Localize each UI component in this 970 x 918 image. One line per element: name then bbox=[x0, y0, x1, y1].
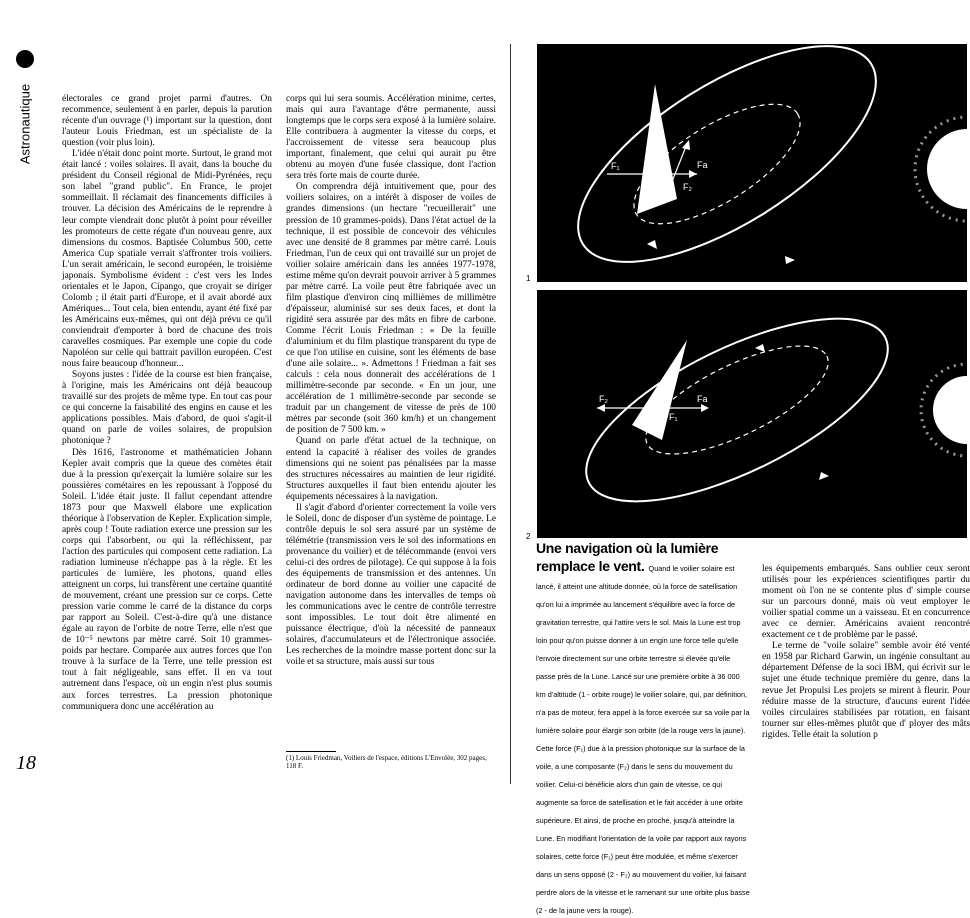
orbit-diagram-1 bbox=[537, 44, 967, 282]
force-label: F₁ bbox=[611, 161, 620, 171]
paragraph: corps qui lui sera soumis. Accélération minime, certes, mais qui aura l'avantage d'être permanente, aussi longtemps que le corps sera exposé à la lumière solaire. Elle contribuera à augmenter la vitesse du corps, et l'accroissement de vitesse sera beaucoup plus important, finalement, que celui qui aurait pu être obtenu au moyen d'une fusée classique, dont l'action sera très forte mais de courte durée. bbox=[286, 94, 496, 182]
force-label: F₂ bbox=[599, 394, 608, 404]
force-label: Fa bbox=[697, 394, 708, 404]
caption-body: Quand le voilier solaire est lancé, il atteint une altitude donnée, où la force de satellisation qu'on lui a imprimée au lancement s'équilibre avec la force de gravitation terrestre, qui l'attire vers le sol. Mais la Lune est trop loin pour qu'on puisse donner à un engin une force telle qu'elle l'envoie directement sur une orbite terrestre si élevée qu'elle passe près de la Lune. Lancé sur une première orbite à 36 000 km d'altitude (1 - orbite rouge) le voilier solaire, qui, par définition, n'a pas de moteur, fera appel à la force exercée sur sa voile par la lumière solaire pour élargir son orbite (de la rouge vers la jaune). Cette force (F₁) due à la pression photonique sur la surface de la voile, a une composante (F₂) dans le sens du mouvement du voilier. Celui-ci bénéficie alors d'un gain de vitesse, ce qui augmente sa force de satellisation et le fait accéder à une orbite supérieure. Et ainsi, de proche en proche, jusqu'à atteindre la Lune. En modifiant l'orientation de la voile par rapport aux rayons solaires, cette force (F₁) peut être modulée, et même s'exercer dans un sens opposé (2 - F₂) au mouvement du voilier, lui faisant perdre alors de la vitesse et le ramenant sur une orbite plus basse (2 - de la jaune vers la rouge). bbox=[536, 564, 750, 915]
paragraph: L'idée n'était donc point morte. Surtout, le grand mot était lancé : voiles solaires. Il avait, dans la bouche du président du Conseil régional de Midi-Pyrénées, reçu son label "grand public". En France, le projet sommeillait. Il réclamait des financements difficiles à trouver. La décision des Américains de le reprendre à leur compte viendrait donc plutôt à point pour réveiller les promoteurs de cette régate d'un nouveau genre, aux dimensions du cosmos. Baptisée Columbus 500, cette America Cup spatiale verrait s'affronter trois voiliers. L'un serait américain, le second européen, le troisième japonais. Symbolisme évident : c'est vers les Indes orientales et le Japon, Cipango, que croyait se diriger Colomb ; il était parti d'Europe, et il avait abordé aux Amériques... Tout cela, bien entendu, ayant été fixé par les Américains eux-mêmes, qui ont déjà prévu ce qu'il conviendrait d'emporter à bord de chacune des trois caravelles cosmiques. Par exemple une copie du code Napoléon sur celle qui battrait pavillon européen. C'est nous faire beaucoup d'honneur... bbox=[62, 149, 272, 370]
force-label: F₁ bbox=[669, 412, 678, 422]
paragraph: les équipements embarqués. Sans oublier ceux seront utilisés pour les expériences scientifiques partir du moment où l'on ne se contente plus d' simple course sur un parcours donné, mais où veut employer le voilier spatial comme un a vaisseau. Et en concurrence avec ce dernier. Américains avaient rencontré exactement ce t de problème par le passé. bbox=[762, 564, 970, 641]
paragraph: Le terme de "voile solaire" semble avoir été venté en 1958 par Richard Garwin, un ingénie consultant au département Défense de la soci IBM, qui écrivit sur le sujet une étude technique première du genre, dans la revue Jet Propulsi Les projets se mirent à fleurir. Pour réduire masse de la structure, d'aucuns eurent l'idée voiles circulaires stabilisées par rotation, en faisant tourner sur elles-mêmes plutôt que d' ployer des mâts rigides. Telle était la solution p bbox=[762, 641, 970, 740]
page-gutter bbox=[510, 44, 511, 784]
footnote: (1) Louis Friedman, Voiliers de l'espace, éditions L'Envolée, 302 pages, 118 F. bbox=[286, 754, 487, 770]
figure-2 bbox=[537, 290, 967, 538]
section-label: Astronautique bbox=[17, 83, 33, 165]
orbit-diagram-2 bbox=[537, 290, 967, 538]
paragraph: Il s'agit d'abord d'orienter correctement la voile vers le Soleil, donc de disposer d'un système de pointage. Le contrôle depuis le sol sera assuré par un système de télémétrie (transmission vers le sol des informations en provenance du voilier) et de télécommande (envoi vers celui-ci des ordres de pilotage). Ce qui suppose à la fois des équipements de transmission et des antennes. Un ordinateur de bord donne au voilier une capacité de navigation autonome dans les intervalles de temps où les communications avec le centre de contrôle terrestre sont impossibles. Le tout doit être alimenté en puissance électrique, d'où la nécessité de panneaux solaires, d'accumulateurs et de l'électronique associée. Les recherches de la moindre masse portent donc sur la voile et sa structure, mais aussi sur tous bbox=[286, 502, 496, 668]
bullet-icon bbox=[16, 50, 34, 68]
figure-number: 2 bbox=[526, 532, 531, 541]
paragraph: Quand on parle d'état actuel de la technique, on entend la capacité à réaliser des voiles de grandes dimensions qui ne soient pas pénalisées par la masse des structures nécessaires au maintien de leur rigidité. Structures auxquelles il faut bien entendu ajouter les équipements nécessaires à la navigation. bbox=[286, 436, 496, 502]
force-label: Fa bbox=[697, 160, 708, 170]
force-label: F₂ bbox=[683, 182, 692, 192]
article-column-3 bbox=[762, 564, 970, 780]
figure-1 bbox=[537, 44, 967, 282]
caption-title: Une navigation où la lumière remplace le vent. bbox=[536, 540, 719, 574]
paragraph: électorales ce grand projet parmi d'autres. On recommence, seulement à en parler, depuis la parution récente d'un ouvrage (¹) important sur la question, dont l'auteur Louis Friedman, est un spécialiste de la question (voir plus loin). bbox=[62, 94, 272, 149]
article-column-2 bbox=[286, 94, 496, 750]
paragraph: On comprendra déjà intuitivement que, pour des voiliers solaires, on a intérêt à disposer de voiles de grandes dimensions (un hectare "recueillerait" une pression de 10 grammes-poids). Dans l'état actuel de la technique, il est possible de concevoir des véhicules avec une densité de 8 grammes par mètre carré. Louis Friedman, l'un de ceux qui ont travaillé sur un projet de voilier solaire américain dans les années 1977-1978, estime même qu'on devrait pouvoir arriver à 5 grammes par mètre carré. La voile peut être fabriquée avec un film plastique d'environ cinq millièmes de millimètre d'épaisseur, aluminisé sur ses deux faces, et dont la rigidité sera assurée par des mâts en fibre de carbone. Comme l'écrit Louis Friedman : « De la feuille d'aluminium et du film plastique transparent du type de ce que l'on utilise en cuisine, sont les éléments de base d'une aile solaire... ». Admettons ! Friedman a fait ses calculs : cela nous donnerait des accélérations de 1 millimètre-seconde par seconde. « En un jour, une accélération de 1 millimètre-seconde par seconde se traduit par un changement de vitesse de près de 100 mètres par seconde (soit 360 km/h) et un changement de position de 7 500 km. » bbox=[286, 182, 496, 436]
figure-number: 1 bbox=[526, 274, 531, 283]
article-column-1 bbox=[62, 94, 272, 766]
footnote-rule bbox=[286, 751, 336, 752]
paragraph: Soyons justes : l'idée de la course est bien française, à l'origine, mais les Américains ont déjà beaucoup travaillé sur des projets de même type. En tout cas pour ce qui concerne la faisabilité des engins en cause et les applications possibles. Mais d'abord, de quoi s'agit-il quand on parle de voiles solaires, de propulsion photonique ? bbox=[62, 370, 272, 447]
paragraph: Dès 1616, l'astronome et mathématicien Johann Kepler avait compris que la queue des comètes était due à la pression qu'exerçait la lumière solaire sur les poussières cométaires en les repoussant à l'opposé du Soleil. L'idée était juste. Il fallut cependant attendre 1873 pour que Maxwell élabore une explication théorique à l'observation de Kepler. Explication simple, après coup ! Toute radiation exerce une pression sur les corps qui l'absorbent, ou qui la réfléchissent, par l'action des particules qui composent cette radiation. La radiation lumineuse n'échappe pas à la règle. Et les particules de lumière, les photons, quand elles atteignent un corps, lui transfèrent une certaine quantité de mouvement, créant une pression sur ce corps. Cette pression varie comme le carré de la distance du corps par rapport au Soleil. C'est-à-dire qu'à une distance égale au rayon de l'orbite de notre Terre, elle n'est que de 10⁻⁵ newtons par mètre carré. Soit 10 grammes-poids par hectare. Comparée aux autres forces que l'on trouve à la surface de la Terre, une telle pression est tout à fait négligeable, sans effet. Il en va tout autrement dans l'espace, où un engin n'est plus soumis aux forces terrestres. La pression photonique communiquera donc une accélération au bbox=[62, 447, 272, 712]
figure-caption bbox=[536, 540, 750, 915]
section-marker bbox=[8, 50, 42, 180]
page-number: 18 bbox=[16, 752, 36, 774]
